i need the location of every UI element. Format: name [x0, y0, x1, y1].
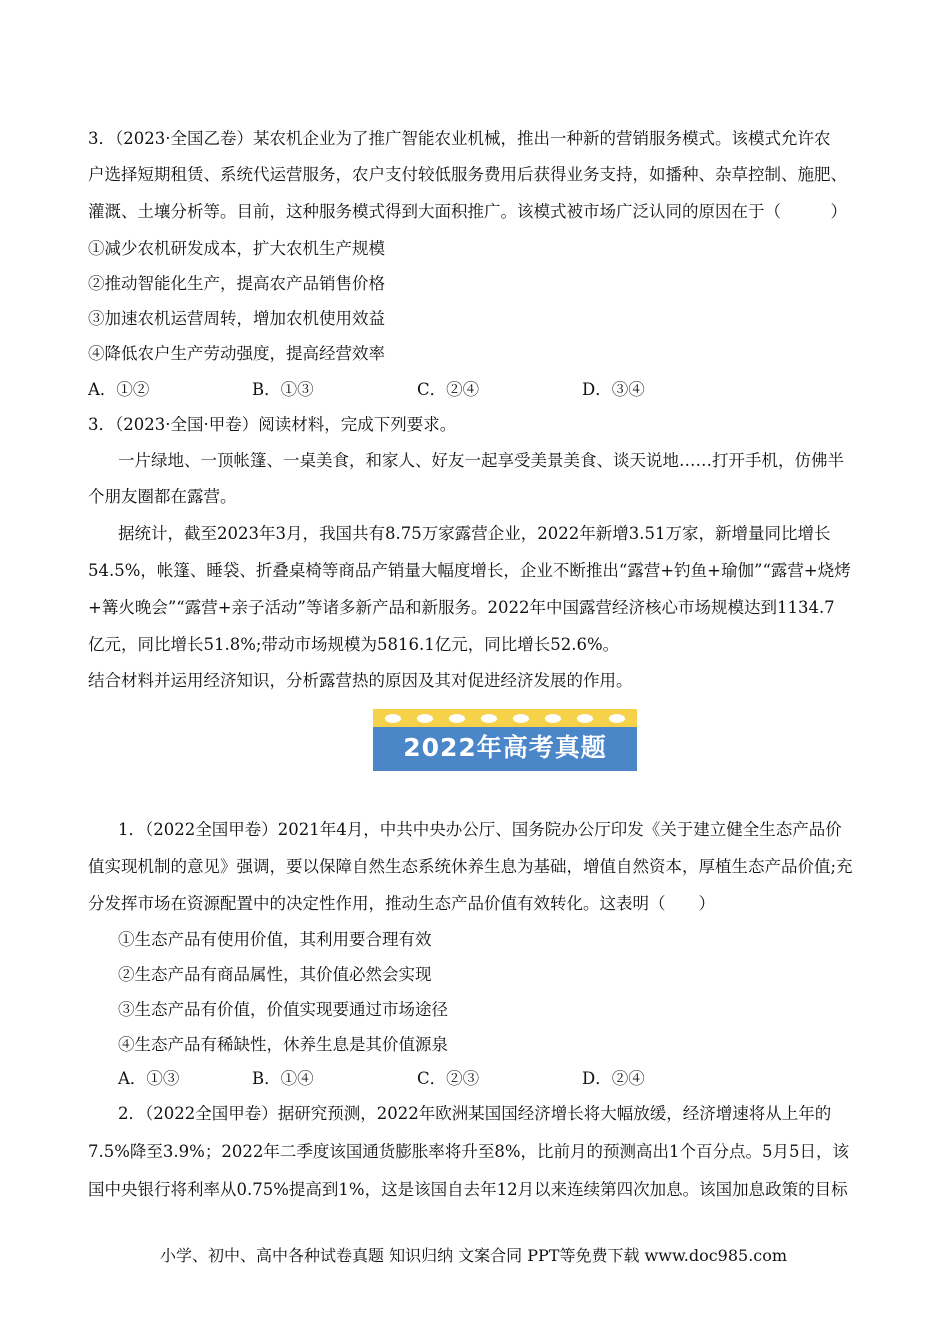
q3a-option-a: A．①②	[88, 380, 150, 399]
banner-dot	[417, 714, 433, 723]
q1-line-1: 1．（2022全国甲卷）2021年4月，中共中央办公厅、国务院办公厅印发《关于建立健全生态产品价	[118, 820, 842, 839]
banner-dot	[513, 714, 529, 723]
section-banner	[373, 709, 637, 771]
q1-line-2: 值实现机制的意见》强调，要以保障自然生态系统休养生息为基础，增值自然资本，厚植生态产品价值;充	[88, 857, 853, 876]
banner-dot	[385, 714, 401, 723]
q3a-item-1: ①减少农机研发成本，扩大农机生产规模	[88, 239, 385, 258]
q1-line-3: 分发挥市场在资源配置中的决定性作用，推动生态产品价值有效转化。这表明（ ）	[88, 894, 715, 913]
q3a-line-2: 户选择短期租赁、系统代运营服务，农户支付较低服务费用后获得业务支持，如播种、杂草控制、施肥、	[88, 165, 847, 184]
banner-title: 2022年高考真题	[403, 733, 607, 762]
q1-option-d: D．②④	[582, 1069, 645, 1088]
q3b-para2-line-4: 亿元，同比增长51.8%;带动市场规模为5816.1亿元，同比增长52.6%。	[88, 635, 620, 654]
q3a-option-d: D．③④	[582, 380, 645, 399]
q3b-para2-line-3: +篝火晚会”“露营+亲子活动”等诸多新产品和新服务。2022年中国露营经济核心市场规模达到1134.7	[88, 598, 835, 617]
q2-line-1: 2．（2022全国甲卷）据研究预测，2022年欧洲某国国经济增长将大幅放缓，经济增速将从上年的	[118, 1104, 832, 1123]
q3b-heading: 3．（2023·全国·甲卷）阅读材料，完成下列要求。	[88, 415, 457, 434]
q1-option-c: C．②③	[417, 1069, 480, 1088]
banner-dot	[449, 714, 465, 723]
q3a-line-3: 灌溉、土壤分析等。目前，这种服务模式得到大面积推广。该模式被市场广泛认同的原因在于（ ）	[88, 202, 847, 221]
q2-line-3: 国中央银行将利率从0.75%提高到1%，这是该国自去年12月以来连续第四次加息。该国加息政策的目标	[88, 1180, 848, 1199]
q1-option-a: A．①③	[118, 1069, 180, 1088]
banner-dot	[545, 714, 561, 723]
banner-ribbon	[373, 709, 637, 727]
q3b-para2-line-2: 54.5%，帐篷、睡袋、折叠桌椅等商品产销量大幅度增长，企业不断推出“露营+钓鱼+瑜伽”“露营+烧烤	[88, 561, 851, 580]
banner-dot	[609, 714, 625, 723]
q3b-para1-line-1: 一片绿地、一顶帐篷、一桌美食，和家人、好友一起享受美景美食、谈天说地……打开手机，仿佛半	[118, 451, 844, 470]
q2-line-2: 7.5%降至3.9%；2022年二季度该国通货膨胀率将升至8%，比前月的预测高出1个百分点。5月5日，该	[88, 1142, 849, 1161]
banner-dot	[481, 714, 497, 723]
q3a-item-2: ②推动智能化生产，提高农产品销售价格	[88, 274, 385, 293]
q3a-item-4: ④降低农户生产劳动强度，提高经营效率	[88, 344, 385, 363]
q1-item-4: ④生态产品有稀缺性，休养生息是其价值源泉	[118, 1035, 448, 1054]
q1-option-b: B．①④	[252, 1069, 314, 1088]
q3a-option-c: C．②④	[417, 380, 480, 399]
q1-item-3: ③生态产品有价值，价值实现要通过市场途径	[118, 1000, 448, 1019]
q1-item-2: ②生态产品有商品属性，其价值必然会实现	[118, 965, 432, 984]
q3a-line-1: 3．（2023·全国乙卷）某农机企业为了推广智能农业机械，推出一种新的营销服务模式。该模式允许农	[88, 129, 831, 148]
page-footer: 小学、初中、高中各种试卷真题 知识归纳 文案合同 PPT等免费下载 www.doc985.com	[160, 1246, 788, 1265]
q3b-task: 结合材料并运用经济知识，分析露营热的原因及其对促进经济发展的作用。	[88, 671, 633, 690]
q1-item-1: ①生态产品有使用价值，其利用要合理有效	[118, 930, 432, 949]
q3a-item-3: ③加速农机运营周转，增加农机使用效益	[88, 309, 385, 328]
q3b-para2-line-1: 据统计，截至2023年3月，我国共有8.75万家露营企业，2022年新增3.51万家，新增量同比增长	[118, 524, 831, 543]
q3a-option-b: B．①③	[252, 380, 314, 399]
q3b-para1-line-2: 个朋友圈都在露营。	[88, 487, 237, 506]
banner-dot	[577, 714, 593, 723]
